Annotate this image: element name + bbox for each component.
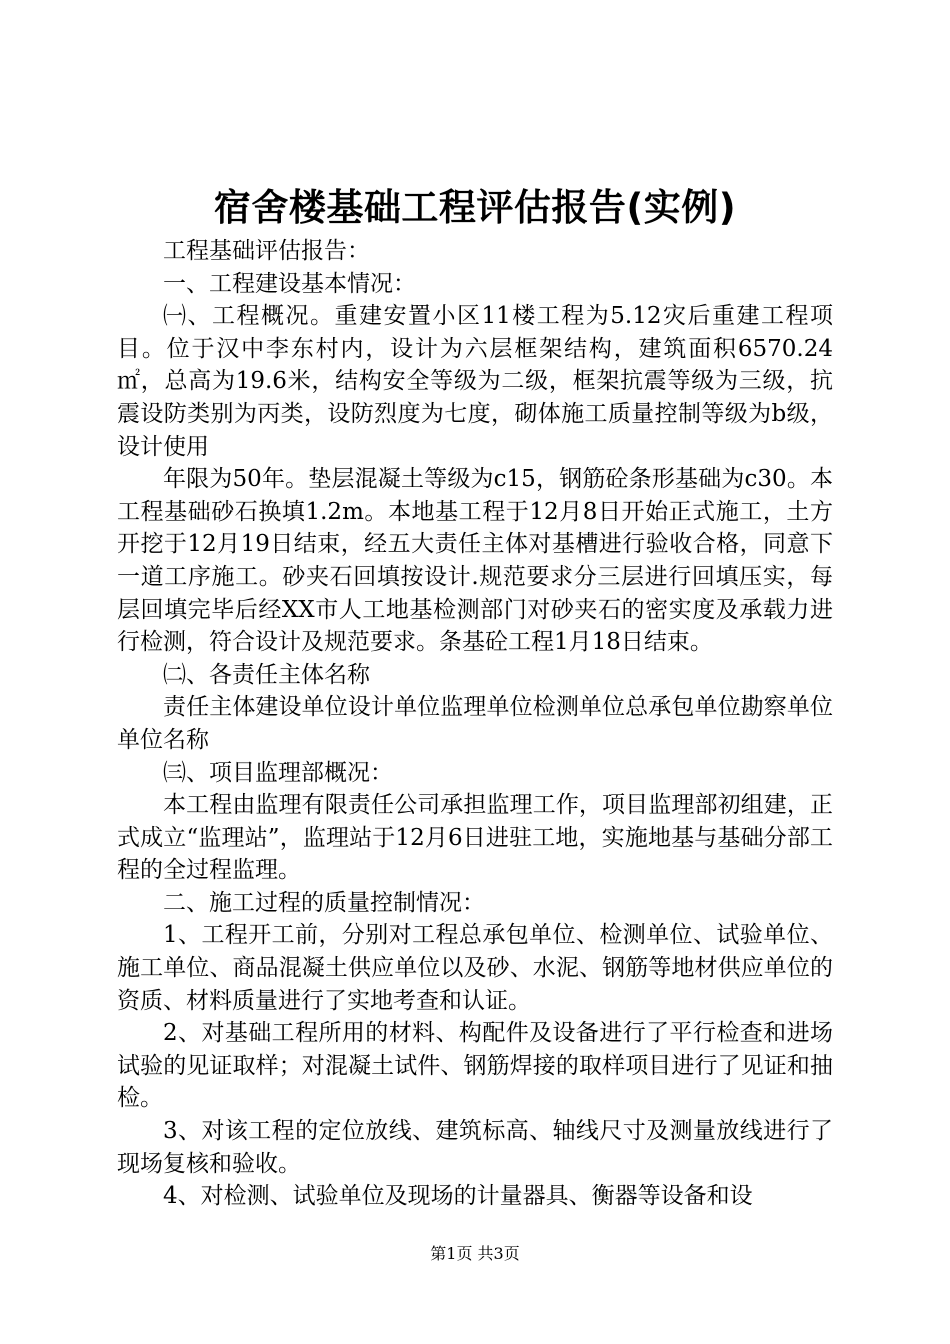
page-footer: 第1页 共3页 bbox=[430, 1244, 520, 1263]
paragraph: ㈠、工程概况。重建安置小区11楼工程为5.12灾后重建工程项目。位于汉中李东村内，设计为六层框架结构，建筑面积6570.24㎡，总高为19.6米，结构安全等级为二级，框架抗震等级为三级，抗震设防类别为丙类，设防烈度为七度，砌体施工质量控制等级为b级，设计使用 bbox=[117, 303, 833, 460]
paragraph: 一、工程建设基本情况： bbox=[163, 270, 416, 297]
paragraph: 年限为50年。垫层混凝土等级为c15，钢筋砼条形基础为c30。本工程基础砂石换填1.2m。本地基工程于12月8日开始正式施工，土方开挖于12月19日结束，经五大责任主体对基槽进行验收合格，同意下一道工序施工。砂夹石回填按设计.规范要求分三层进行回填压实，每层回填完毕后经XX市人工地基检测部门对砂夹石的密实度及承载力进行检测，符合设计及规范要求。条基砼工程1月18日结束。 bbox=[117, 466, 833, 656]
paragraph: ㈡、各责任主体名称 bbox=[163, 661, 370, 688]
paragraph: ㈢、项目监理部概况： bbox=[163, 759, 393, 786]
paragraph: 工程基础评估报告： bbox=[163, 238, 370, 264]
document-body bbox=[117, 235, 833, 1213]
paragraph: 2、对基础工程所用的材料、构配件及设备进行了平行检查和进场试验的见证取样；对混凝土试件、钢筋焊接的取样项目进行了见证和抽检。 bbox=[117, 1020, 833, 1112]
document-title: 宿舍楼基础工程评估报告(实例) bbox=[213, 186, 737, 229]
paragraph: 3、对该工程的定位放线、建筑标高、轴线尺寸及测量放线进行了现场复核和验收。 bbox=[117, 1118, 833, 1177]
paragraph: 1、工程开工前，分别对工程总承包单位、检测单位、试验单位、施工单位、商品混凝土供应单位以及砂、水泥、钢筋等地材供应单位的资质、材料质量进行了实地考查和认证。 bbox=[117, 922, 833, 1014]
paragraph: 本工程由监理有限责任公司承担监理工作，项目监理部初组建，正式成立“监理站”，监理站于12月6日进驻工地，实施地基与基础分部工程的全过程监理。 bbox=[117, 792, 833, 884]
paragraph: 4、对检测、试验单位及现场的计量器具、衡器等设备和设 bbox=[163, 1183, 753, 1210]
paragraph: 二、施工过程的质量控制情况： bbox=[163, 889, 485, 916]
paragraph: 责任主体建设单位设计单位监理单位检测单位总承包单位勘察单位单位名称 bbox=[117, 694, 833, 753]
